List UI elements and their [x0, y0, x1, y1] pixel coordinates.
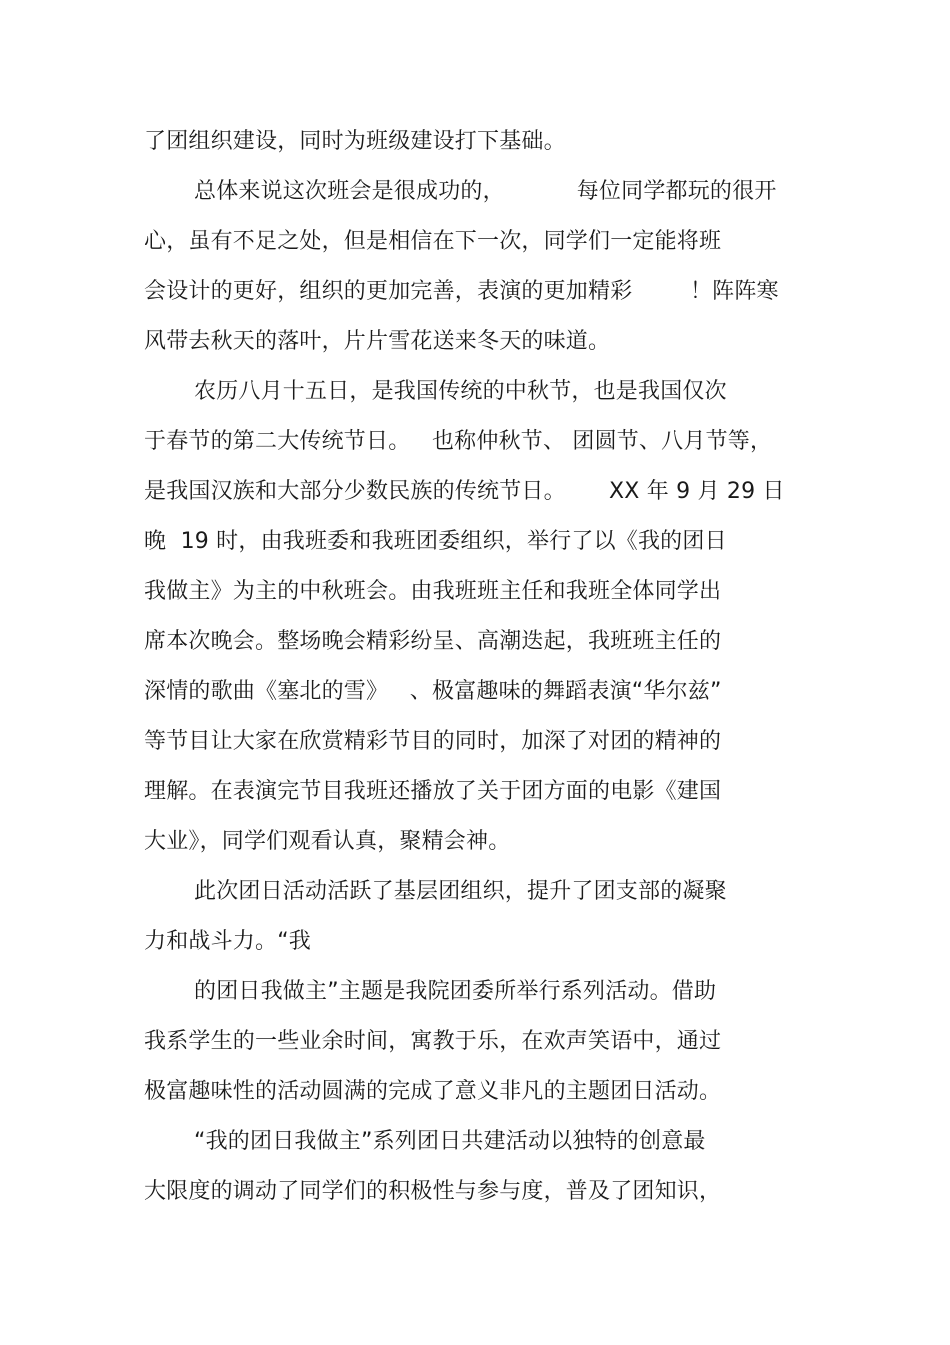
body-text-line: 了团组织建设，同时为班级建设打下基础。 — [144, 129, 566, 154]
body-text-line: 风带去秋天的落叶，片片雪花送来冬天的味道。 — [144, 329, 611, 354]
body-text-line: “我的团日我做主”系列团日共建活动以独特的创意最 — [194, 1129, 706, 1154]
body-text-line: 力和战斗力。“我 — [144, 929, 311, 954]
body-text-line: 的团日我做主”主题是我院团委所举行系列活动。借助 — [194, 979, 717, 1004]
body-text-line: 我做主》为主的中秋班会。由我班班主任和我班全体同学出 — [144, 579, 722, 604]
body-text-line: 等节目让大家在欣赏精彩节目的同时，加深了对团的精神的 — [144, 729, 722, 754]
body-text-line: 极富趣味性的活动圆满的完成了意义非凡的主题团日活动。 — [144, 1079, 722, 1104]
body-text-line: 席本次晚会。整场晚会精彩纷呈、高潮迭起，我班班主任的 — [144, 629, 722, 654]
body-text-line: 大限度的调动了同学们的积极性与参与度，普及了团知识， — [144, 1179, 722, 1204]
body-text-line: 我系学生的一些业余时间，寓教于乐，在欢声笑语中，通过 — [144, 1029, 722, 1054]
body-text-line: 农历八月十五日，是我国传统的中秋节，也是我国仅次 — [194, 379, 727, 404]
body-text-line: 深情的歌曲《塞北的雪》 、极富趣味的舞蹈表演“华尔兹” — [144, 679, 722, 704]
body-text-line: 会设计的更好，组织的更加完善，表演的更加精彩 ！阵阵寒 — [144, 279, 779, 304]
body-text-line: 于春节的第二大传统节日。 也称仲秋节、 团圆节、八月节等， — [144, 429, 773, 454]
body-text-line: 总体来说这次班会是很成功的， 每位同学都玩的很开 — [194, 179, 777, 204]
body-text-line: 理解。在表演完节目我班还播放了关于团方面的电影《建国 — [144, 779, 722, 804]
body-text-line: 大业》，同学们观看认真，聚精会神。 — [144, 829, 511, 854]
body-text-line: 是我国汉族和大部分少数民族的传统节日。 XX 年 9 月 29 日 — [144, 479, 785, 504]
body-text-line: 此次团日活动活跃了基层团组织，提升了团支部的凝聚 — [194, 879, 727, 904]
body-text-line: 心，虽有不足之处，但是相信在下一次，同学们一定能将班 — [144, 229, 722, 254]
body-text-line: 晚 19 时，由我班委和我班团委组织，举行了以《我的团日 — [144, 529, 727, 554]
